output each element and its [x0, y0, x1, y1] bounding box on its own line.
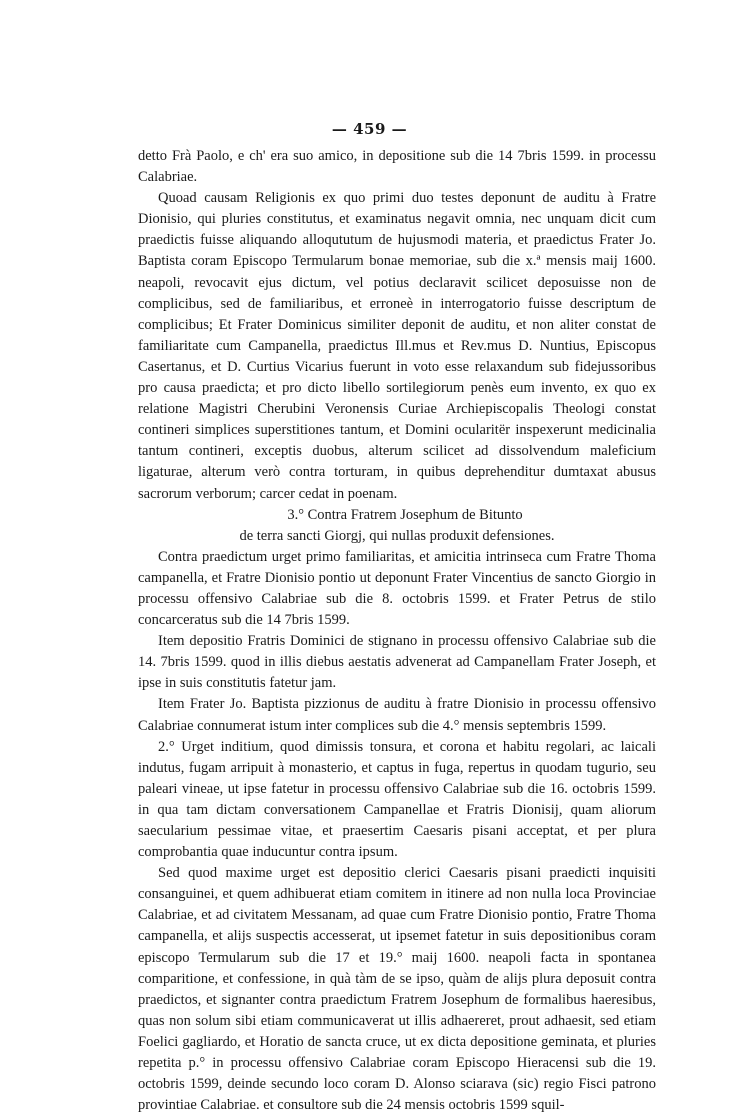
section-heading: 3.° Contra Fratrem Josephum de Bitunto: [287, 506, 523, 523]
paragraph: Sed quod maxime urget est depositio clerici Caesaris pisani praedicti inquisiti consanguinei, et quem adhibuerat etiam comitem in itinere ad non nulla loca Provinciae Calabriae, et ad civitatem Messanam, ad quae cum Fratre Dionisio pontio, Fratre Thoma campanella, et alijs suspectis accesserat, ut ipsemet fatetur in suis depositionibus coram episcopo Termularum sub die 17 et 19.° maij 1600. neapoli facta in spontanea comparitione, et confessione, in quà tàm de se ipso, quàm de alijs plura deposuit contra praedictos, et signanter contra praedictum Fratrem Josephum de formalibus haeresibus, quas non solum sibi etiam communicaverat ut illis adhaereret, prout adhaesit, sed etiam Foelici gagliardo, et Horatio de sancta cruce, ut ex dicta depositione geminata, et pluries repetita p.° in processu offensivo Calabriae coram Episcopo Hieracensi sub die 19. octobris 1599, deinde secundo loco coram D. Alonso sciarava (sic) regio Fisci patrono provintiae Calabriae. et consultore sub die 24 mensis octobris 1599 squil-: [138, 865, 656, 1114]
paragraph: 2.° Urget inditium, quod dimissis tonsura, et corona et habitu regolari, ac laicali indutus, fugam arripuit à monasterio, et captus in fuga, repertus in quodam tugurio, seu paleari vineae, ut ipse fatetur in processu offensivo Calabriae sub die 16. octobris 1599. in qua tam dictam conversationem Campanellae et Fratris Dionisij, quam aliorum saecularium pessimae vitae, et praesertim Caesaris pisani acceptat, et per plura comprobantia quae inducuntur contra ipsum.: [138, 738, 656, 861]
paragraph: Item Frater Jo. Baptista pizzionus de auditu à fratre Dionisio in processu offensivo Calabriae connumerat istum inter complices sub die 4.° mensis septembris 1599.: [138, 696, 656, 734]
text-body: [138, 146, 656, 1116]
page-number: — 459 —: [331, 120, 408, 138]
paragraph: Item depositio Fratris Dominici de stignano in processu offensivo Calabriae sub die 14. 7bris 1599. quod in illis diebus aestatis advenerat ad Campanellam Frater Joseph, et ipse in suis constitutis fatetur jam.: [138, 633, 656, 692]
section-heading-subtitle: de terra sancti Giorgj, qui nullas produxit defensiones.: [239, 527, 555, 544]
paragraph: detto Frà Paolo, e ch' era suo amico, in depositione sub die 14 7bris 1599. in processu Calabriae.: [138, 148, 656, 186]
paragraph: Quoad causam Religionis ex quo primi duo testes deponunt de auditu à Fratre Dionisio, qui pluries constitutus, et examinatus negavit omnia, nec unquam dicit cum praedictis fuisse aliquando alloqututum de hujusmodi materia, et praedictus Frater Jo. Baptista coram Episcopo Termularum bonae memoriae, sub die x.ª mensis maij 1600. neapoli, revocavit ejus dictum, vel potius declaravit scilicet deposuisse non de complicibus, sed de familiaribus, et erroneè in interrogatorio fuisse descriptum de complicibus; Et Frater Dominicus similiter deponit de auditu, et non aliter constat de familiaritate cum Campanella, praedictus Ill.mus et Rev.mus D. Nuntius, Episcopus Casertanus, et D. Curtius Vicarius fuerunt in voto esse relaxandum sub fidejussoribus pro causa praedicta; et pro dicto libello sortilegiorum penès eum invento, ex quo ex relatione Magistri Cherubini Veronensis Curiae Archiepiscopalis Theologi constat contineri simplices superstitiones tantum, et Domini ocularitër inspexerunt medicinalia tantum contineri, exceptis duobus, alterum scilicet ad dissolvendum maleficium ligaturae, alterum verò contra torturam, in quibus deprehenditur dumtaxat abusus sacrorum verborum; carcer cedat in poenam.: [138, 190, 656, 502]
paragraph: Contra praedictum urget primo familiaritas, et amicitia intrinseca cum Fratre Thoma campanella, et Fratre Dionisio pontio ut deponunt Frater Vincentius de sancto Giorgio in processu offensivo Calabriae sub die 8. octobris 1599. et Frater Petrus de stilo concarceratus sub die 14 7bris 1599.: [138, 548, 656, 629]
